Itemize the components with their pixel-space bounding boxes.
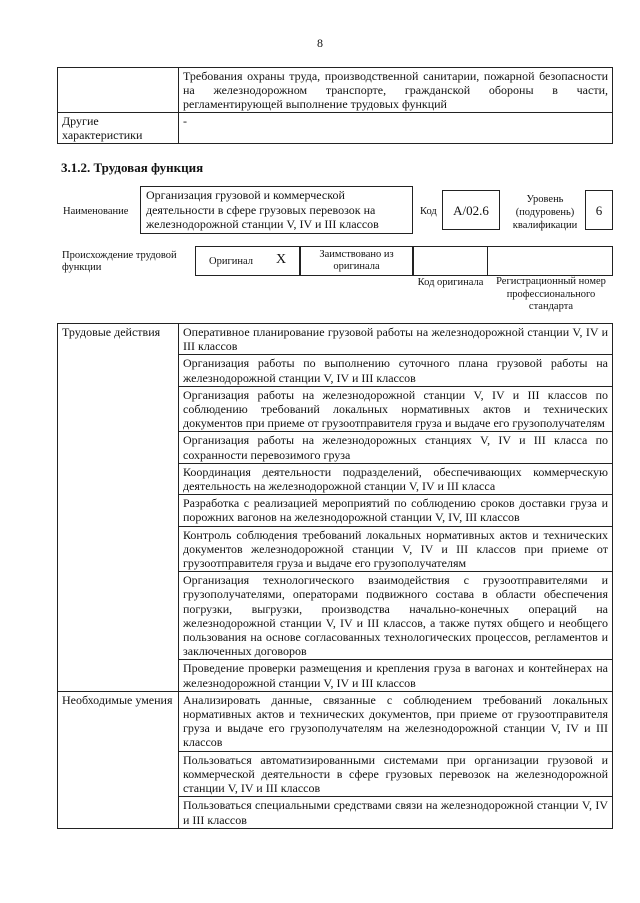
section-title: 3.1.2. Трудовая функция: [61, 160, 204, 175]
empty-label-cell: [58, 68, 179, 113]
labor-actions-label: Трудовые действия: [58, 324, 179, 692]
table-row: [58, 691, 613, 751]
original-label: Оригинал: [209, 256, 253, 267]
page-number: 8: [317, 36, 323, 50]
skill-item: Анализировать данные, связанные с соблюдением требований локальных нормативных актов и технических документов, при приеме от грузоотправителя груза и выдаче его грузополучателям на железнодорожной станции V, IV и III классов: [179, 691, 613, 751]
labor-action-item: Оперативное планирование грузовой работы на железнодорожной станции V, IV и III классов: [179, 324, 613, 355]
code-caption: Код оригинала: [417, 277, 484, 288]
labor-action-item: Организация технологического взаимодействия с грузоотправителями и грузополучателями, операторами подвижного состава в области обеспечения погрузки, выгрузки, производства начально-конечных операций на железнодорожной станции V, IV и III классов, а также путях общего и необщего пользования на основе согласованных технологических процессов, регламентов и заключенных договоров: [179, 572, 613, 660]
function-name-value: Организация грузовой и коммерческой деятельности в сфере грузовых перевозок на железнодорожной станции V, IV и III классов: [140, 186, 413, 234]
table-row: [58, 324, 613, 355]
labor-action-item: Координация деятельности подразделений, обеспечивающих коммерческую деятельность на железнодорожной станции V, IV и III класса: [179, 463, 613, 494]
labor-action-item: Контроль соблюдения требований локальных нормативных актов и технических документов железнодорожной станции V, IV и III классов при приеме от грузоотправителя груза и выдаче его грузополучателям: [179, 526, 613, 572]
qualification-level-value: 6: [585, 190, 613, 230]
registration-number-cell: [487, 246, 613, 276]
code-label: Код: [420, 206, 437, 217]
labor-action-item: Разработка с реализацией мероприятий по соблюдению сроков доставки груза и порожних вагонов на железнодорожной станции V, IV, III классов: [179, 495, 613, 526]
function-code-value: А/02.6: [442, 190, 500, 230]
origin-label: Происхождение трудовой функции: [62, 250, 177, 273]
safety-requirements-text: Требования охраны труда, производственной санитарии, пожарной безопасности на железнодорожном транспорте, гражданской обороны в части, регламентирующей выполнение трудовых функций: [179, 68, 613, 113]
other-characteristics-value: -: [179, 113, 613, 144]
table-row: [58, 68, 613, 113]
borrowed-label: Заимствовано из оригинала: [300, 246, 413, 276]
registration-caption: Регистрационный номер профессионального стандарта: [496, 276, 606, 312]
original-code-cell: [413, 246, 488, 276]
qualification-level-label: Уровень (подуровень) квалификации: [512, 194, 578, 231]
labor-function-table: [57, 323, 613, 829]
original-mark: X: [276, 252, 287, 267]
other-characteristics-label: Другие характеристики: [58, 113, 179, 144]
labor-action-item: Организация работы по выполнению суточного плана грузовой работы на железнодорожной станции V, IV и III классов: [179, 355, 613, 386]
name-label: Наименование: [63, 206, 129, 217]
labor-action-item: Организация работы на железнодорожных станциях V, IV и III класса по сохранности перевозимого груза: [179, 432, 613, 463]
previous-section-table: [57, 67, 613, 144]
table-row: [58, 113, 613, 144]
labor-action-item: Проведение проверки размещения и крепления груза в вагонах и контейнерах на железнодорожной станции V, IV и III классов: [179, 660, 613, 691]
labor-action-item: Организация работы на железнодорожной станции V, IV и III классов по соблюдению требований локальных нормативных актов и технических документов при приеме от грузоотправителя груза и выдаче его грузополучателям: [179, 386, 613, 432]
skill-item: Пользоваться специальными средствами связи на железнодорожной станции V, IV и III классов: [179, 797, 613, 828]
skill-item: Пользоваться автоматизированными системами при организации грузовой и коммерческой деятельности в сфере грузовых перевозок на железнодорожной станции V, IV и III классов: [179, 751, 613, 797]
required-skills-label: Необходимые умения: [58, 691, 179, 828]
